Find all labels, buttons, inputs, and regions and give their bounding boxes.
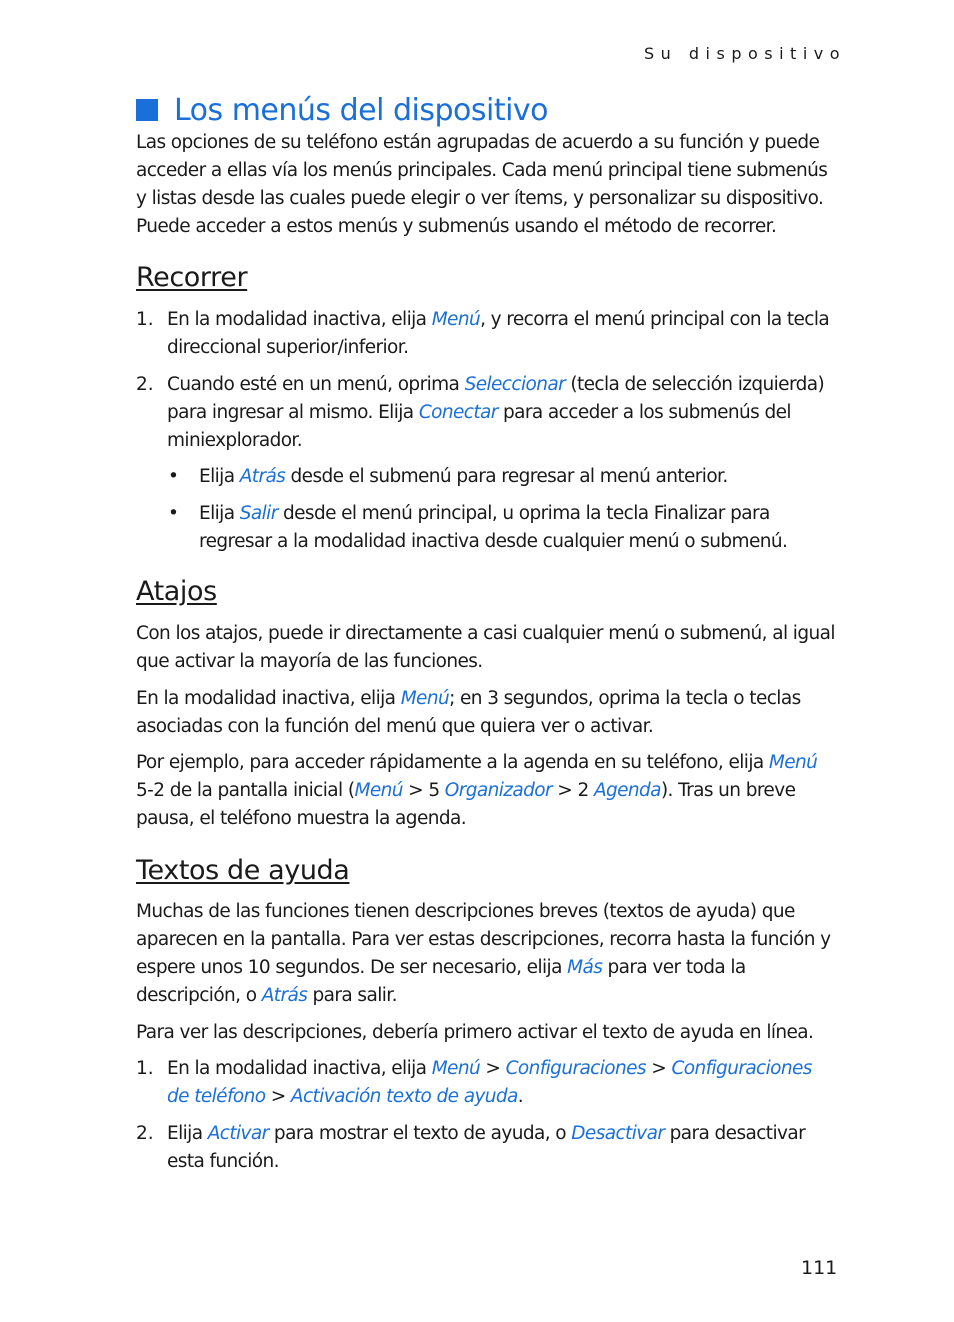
list-number: 1. — [136, 1058, 154, 1079]
keyword: Seleccionar — [464, 374, 566, 395]
keyword: Menú — [768, 752, 818, 773]
atajos-paragraph-1: Con los atajos, puede ir directamente a casi cualquier menú o submenú, al igual que activar la mayoría de las funciones. — [136, 623, 835, 672]
keyword: Conectar — [418, 402, 498, 423]
keyword: Más — [567, 957, 603, 978]
heading-recorrer: Recorrer — [136, 262, 248, 293]
keyword: Menú — [431, 309, 481, 330]
list-number: 1. — [136, 309, 154, 330]
section-title: Los menús del dispositivo — [174, 92, 549, 128]
keyword: Activación texto de ayuda — [290, 1086, 518, 1107]
running-header: Su dispositivo — [644, 44, 847, 63]
keyword: Activar — [207, 1123, 269, 1144]
title-square-marker — [136, 99, 158, 121]
keyword: Organizador — [444, 780, 553, 801]
keyword: Salir — [239, 503, 278, 524]
heading-atajos: Atajos — [136, 576, 217, 607]
keyword: Menú — [431, 1058, 481, 1079]
intro-paragraph: Las opciones de su teléfono están agrupadas de acuerdo a su función y puede acceder a ellas vía los menús principales. Cada menú principal tiene submenús y listas desde las cuales puede elegir o ver ítems, y personalizar su dispositivo. Puede acceder a estos menús y submenús usando el método de recorrer. — [136, 132, 828, 237]
heading-textos-de-ayuda: Textos de ayuda — [136, 855, 350, 886]
list-number: 2. — [136, 1123, 154, 1144]
keyword: Atrás — [239, 466, 286, 487]
recorrer-bullet-1: Elija Atrás desde el submenú para regresar al menú anterior. — [199, 466, 728, 487]
keyword: Desactivar — [571, 1123, 665, 1144]
keyword: Menú — [400, 688, 450, 709]
ayuda-paragraph-2: Para ver las descripciones, debería primero activar el texto de ayuda en línea. — [136, 1022, 814, 1043]
section-title-row — [136, 90, 548, 130]
page-number: 111 — [801, 1257, 838, 1279]
keyword: Configuraciones — [505, 1058, 646, 1079]
keyword: Menú — [354, 780, 403, 801]
ayuda-paragraph-1: Muchas de las funciones tienen descripciones breves (textos de ayuda) que aparecen en la pantalla. Para ver estas descripciones, recorra hasta la función y espere unos 10 segundos. De ser necesario, elija Más para ver toda la descripción, o Atrás para salir. — [136, 901, 831, 1006]
bullet-icon: • — [168, 466, 179, 487]
keyword: Configuraciones de teléfono — [167, 1058, 812, 1107]
atajos-paragraph-2: En la modalidad inactiva, elija Menú; en 3 segundos, oprima la tecla o teclas asociadas con la función del menú que quiera ver o activar. — [136, 688, 801, 737]
ayuda-step-1: En la modalidad inactiva, elija Menú > Configuraciones > Configuraciones de teléfono > Activación texto de ayuda. — [167, 1058, 812, 1107]
recorrer-step-1: En la modalidad inactiva, elija Menú, y recorra el menú principal con la tecla direccional superior/inferior. — [167, 309, 830, 358]
list-number: 2. — [136, 374, 154, 395]
keyword: Agenda — [593, 780, 661, 801]
ayuda-step-2: Elija Activar para mostrar el texto de ayuda, o Desactivar para desactivar esta función. — [167, 1123, 806, 1172]
recorrer-step-2: Cuando esté en un menú, oprima Seleccionar (tecla de selección izquierda) para ingresar al mismo. Elija Conectar para acceder a los submenús del miniexplorador. — [167, 374, 825, 451]
atajos-paragraph-3: Por ejemplo, para acceder rápidamente a la agenda en su teléfono, elija Menú 5-2 de la pantalla inicial (Menú > 5 Organizador > 2 Agenda). Tras un breve pausa, el teléfono muestra la agenda. — [136, 752, 818, 829]
bullet-icon: • — [168, 503, 179, 524]
keyword: Atrás — [261, 985, 308, 1006]
recorrer-bullet-2: Elija Salir desde el menú principal, u oprima la tecla Finalizar para regresar a la modalidad inactiva desde cualquier menú o submenú. — [199, 503, 788, 552]
